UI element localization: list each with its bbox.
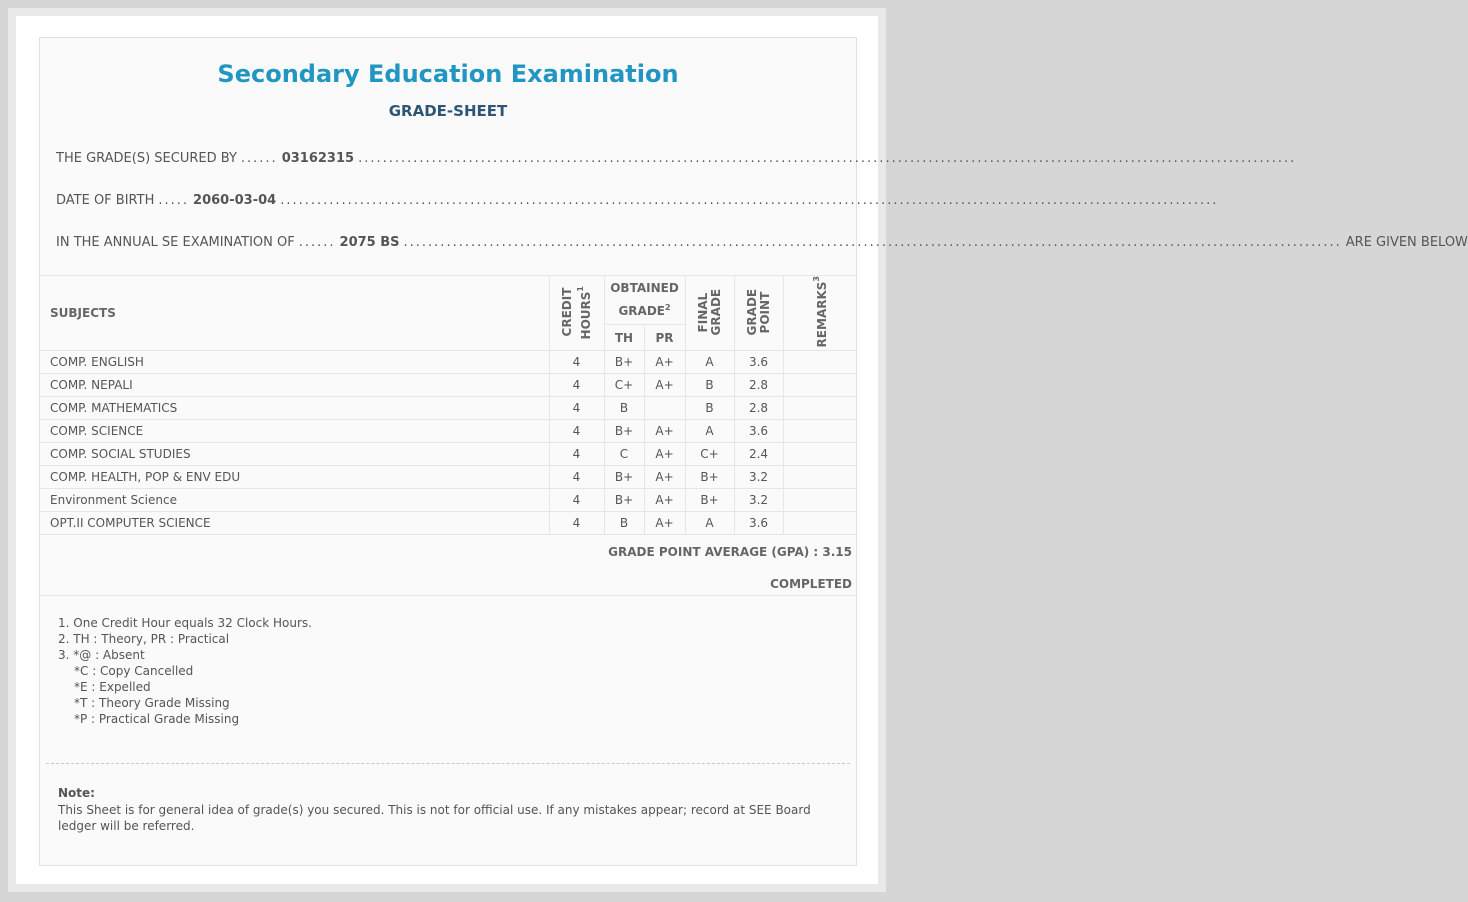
th-cell: C+ xyxy=(604,374,644,397)
th-header: TH xyxy=(604,325,644,351)
secured-by-line xyxy=(56,151,1297,166)
dashed-divider xyxy=(46,763,850,764)
final-grade-cell: B xyxy=(685,397,734,420)
grade-point-header: GRADE POINT xyxy=(734,276,783,351)
table-row xyxy=(40,489,856,512)
grade-sheet xyxy=(39,37,1468,866)
exam-line xyxy=(56,235,1468,250)
grade-point-cell: 3.2 xyxy=(734,466,783,489)
subject-cell: Environment Science xyxy=(40,489,549,512)
dot-leader: ......................................................................................................................................................... xyxy=(280,193,1219,208)
subject-cell: COMP. NEPALI xyxy=(40,374,549,397)
dot-leader: ...... xyxy=(240,151,278,166)
symbol-number: 03162315 xyxy=(281,151,355,166)
exam-title: Secondary Education Examination xyxy=(217,60,679,88)
dob-label: DATE OF BIRTH xyxy=(56,193,155,208)
th-cell: B+ xyxy=(604,351,644,374)
table-row xyxy=(40,443,856,466)
subject-cell: COMP. HEALTH, POP & ENV EDU xyxy=(40,466,549,489)
dot-leader: ......................................................................................................................................................... xyxy=(403,235,1342,250)
subject-cell: COMP. ENGLISH xyxy=(40,351,549,374)
exam-tail: ARE GIVEN BELOW xyxy=(1345,235,1468,250)
th-cell: B xyxy=(604,512,644,535)
subject-cell: OPT.II COMPUTER SCIENCE xyxy=(40,512,549,535)
th-cell: C xyxy=(604,443,644,466)
subject-cell: COMP. MATHEMATICS xyxy=(40,397,549,420)
footnote-subitem: *T : Theory Grade Missing xyxy=(74,696,230,710)
footnote-subitem: *P : Practical Grade Missing xyxy=(74,712,240,726)
grade-point-cell: 3.6 xyxy=(734,512,783,535)
final-grade-cell: B xyxy=(685,374,734,397)
pr-cell: A+ xyxy=(644,489,685,512)
dob-line xyxy=(56,193,1219,208)
obtained-grade-header: OBTAINED GRADE$^2$ xyxy=(604,276,685,325)
secured-by-label: THE GRADE(S) SECURED BY xyxy=(56,151,237,166)
table-row xyxy=(40,351,856,374)
dot-leader: ......................................................................................................................................................... xyxy=(358,151,1297,166)
subject-cell: COMP. SCIENCE xyxy=(40,420,549,443)
grades-table xyxy=(40,275,856,535)
grade-point-cell: 2.8 xyxy=(734,397,783,420)
credit-cell: 4 xyxy=(549,374,604,397)
final-grade-cell: A xyxy=(685,512,734,535)
credit-cell: 4 xyxy=(549,397,604,420)
footnote-subitem: *C : Copy Cancelled xyxy=(74,664,194,678)
footnote-subitem: *E : Expelled xyxy=(74,680,151,694)
remarks-cell xyxy=(783,397,856,420)
pr-cell xyxy=(644,397,685,420)
credit-cell: 4 xyxy=(549,512,604,535)
footnote-item: 3. *@ : Absent xyxy=(58,648,145,662)
credit-cell: 4 xyxy=(549,466,604,489)
pr-cell: A+ xyxy=(644,420,685,443)
pr-header: PR xyxy=(644,325,685,351)
subject-cell: COMP. SOCIAL STUDIES xyxy=(40,443,549,466)
note-text: This Sheet is for general idea of grade(s) you secured. This is not for official use. If any mistakes appear; record at SEE Board ledger will be referred. xyxy=(58,803,811,833)
remarks-header: REMARKS$^3$ xyxy=(783,276,856,351)
date-of-birth: 2060-03-04 xyxy=(193,193,277,208)
credit-cell: 4 xyxy=(549,351,604,374)
exam-year: 2075 BS xyxy=(339,235,400,250)
credit-hours-header: CREDIT HOURS$^1$ xyxy=(549,276,604,351)
table-row xyxy=(40,466,856,489)
dot-leader: ...... xyxy=(298,235,336,250)
final-grade-header: FINAL GRADE xyxy=(685,276,734,351)
pr-cell: A+ xyxy=(644,374,685,397)
section-divider xyxy=(40,595,856,596)
dot-leader: ..... xyxy=(158,193,190,208)
final-grade-cell: A xyxy=(685,351,734,374)
final-grade-cell: C+ xyxy=(685,443,734,466)
pr-cell: A+ xyxy=(644,466,685,489)
pr-cell: A+ xyxy=(644,512,685,535)
outer-frame xyxy=(8,8,1468,892)
grade-sheet-subtitle: GRADE-SHEET xyxy=(388,102,508,120)
th-cell: B xyxy=(604,397,644,420)
table-row xyxy=(40,512,856,535)
th-cell: B+ xyxy=(604,466,644,489)
note-heading: Note: xyxy=(58,786,95,800)
table-row xyxy=(40,420,856,443)
grade-point-cell: 3.6 xyxy=(734,420,783,443)
final-grade-cell: A xyxy=(685,420,734,443)
footnote-item: 1. One Credit Hour equals 32 Clock Hours. xyxy=(58,616,312,630)
subjects-header: SUBJECTS xyxy=(40,276,549,351)
gpa-summary: GRADE POINT AVERAGE (GPA) : 3.15 xyxy=(608,545,852,559)
page-container xyxy=(16,16,1468,884)
credit-cell: 4 xyxy=(549,489,604,512)
remarks-cell xyxy=(783,374,856,397)
final-grade-cell: B+ xyxy=(685,489,734,512)
pr-cell: A+ xyxy=(644,443,685,466)
th-cell: B+ xyxy=(604,420,644,443)
footnotes xyxy=(58,615,312,727)
table-row xyxy=(40,397,856,420)
pr-cell: A+ xyxy=(644,351,685,374)
grade-point-cell: 2.4 xyxy=(734,443,783,466)
exam-label: IN THE ANNUAL SE EXAMINATION OF xyxy=(56,235,295,250)
footnote-item: 2. TH : Theory, PR : Practical xyxy=(58,632,230,646)
grade-point-cell: 3.2 xyxy=(734,489,783,512)
remarks-cell xyxy=(783,512,856,535)
final-grade-cell: B+ xyxy=(685,466,734,489)
result-status: COMPLETED xyxy=(770,577,852,591)
remarks-cell xyxy=(783,351,856,374)
credit-cell: 4 xyxy=(549,443,604,466)
grade-point-cell: 3.6 xyxy=(734,351,783,374)
remarks-cell xyxy=(783,443,856,466)
credit-cell: 4 xyxy=(549,420,604,443)
remarks-cell xyxy=(783,489,856,512)
remarks-cell xyxy=(783,466,856,489)
table-row xyxy=(40,374,856,397)
th-cell: B+ xyxy=(604,489,644,512)
remarks-cell xyxy=(783,420,856,443)
grade-point-cell: 2.8 xyxy=(734,374,783,397)
